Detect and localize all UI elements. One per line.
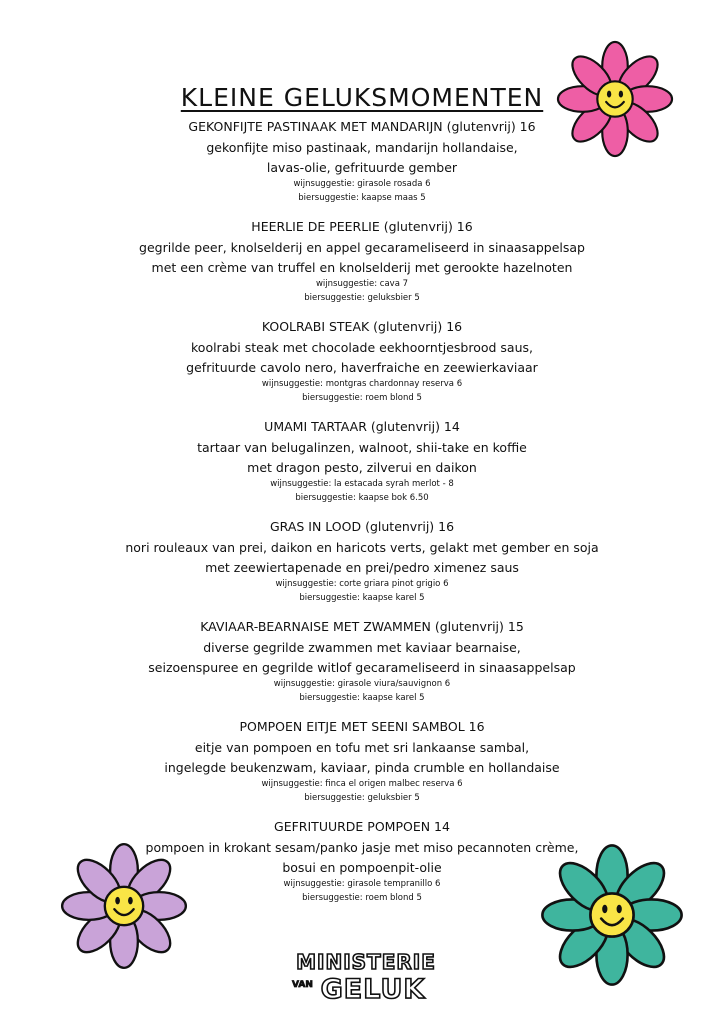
dish-description-line: nori rouleaux van prei, daikon en haricots verts, gelakt met gember en soja [125, 540, 599, 555]
beer-suggestion: biersuggestie: geluksbier 5 [304, 293, 420, 303]
dish-description-line: lavas-olie, gefrituurde gember [266, 159, 458, 175]
logo-word-top: MINISTERIE [296, 950, 436, 974]
beer-suggestion: biersuggestie: kaapse maas 5 [298, 193, 426, 203]
menu-item [0, 418, 724, 505]
menu-title: KLEINE GELUKSMOMENTEN [180, 82, 544, 112]
menu-item [0, 818, 724, 905]
menu-item [0, 718, 724, 805]
wine-suggestion: wijnsuggestie: cava 7 [315, 279, 409, 289]
dish-name: HEERLIE DE PEERLIE (glutenvrij) 16 [251, 219, 473, 234]
wine-suggestion: wijnsuggestie: la estacada syrah merlot - 8 [270, 479, 454, 489]
dish-name: KAVIAAR-BEARNAISE MET ZWAMMEN (glutenvrij) 15 [200, 619, 524, 634]
menu-list [0, 118, 724, 918]
wine-suggestion: wijnsuggestie: girasole rosada 6 [293, 179, 431, 189]
dish-description-line: bosui en pompoenpit-olie [282, 859, 442, 875]
dish-name: UMAMI TARTAAR (glutenvrij) 14 [264, 419, 460, 434]
beer-suggestion: biersuggestie: kaapse karel 5 [299, 593, 425, 603]
dish-description-line: gegrilde peer, knolselderij en appel gecarameliseerd in sinaasappelsap [139, 240, 585, 255]
dish-description-line: met dragon pesto, zilverui en daikon [247, 459, 477, 475]
beer-suggestion: biersuggestie: kaapse bok 6.50 [295, 493, 429, 503]
dish-description-line: seizoenspuree en gegrilde witlof gecarameliseerd in sinaasappelsap [148, 659, 576, 675]
logo-word-bottom: GELUK [320, 974, 426, 1005]
dish-description-line: ingelegde beukenzwam, kaviaar, pinda crumble en hollandaise [164, 759, 560, 775]
wine-suggestion: wijnsuggestie: finca el origen malbec reserva 6 [261, 779, 463, 789]
dish-name: GEFRITUURDE POMPOEN 14 [274, 819, 450, 834]
wine-suggestion: wijnsuggestie: corte griara pinot grigio 6 [275, 579, 449, 589]
dish-description-line: met zeewiertapenade en prei/pedro ximenez saus [205, 559, 519, 575]
menu-item [0, 518, 724, 605]
menu-item [0, 118, 724, 205]
dish-description-line: koolrabi steak met chocolade eekhoorntjesbrood saus, [191, 340, 533, 355]
ministerie-van-geluk-logo [282, 950, 442, 1010]
dish-description-line: tartaar van belugalinzen, walnoot, shii-take en koffie [197, 440, 527, 455]
dish-description-line: eitje van pompoen en tofu met sri lankaanse sambal, [194, 740, 530, 755]
dish-name: KOOLRABI STEAK (glutenvrij) 16 [261, 319, 463, 334]
menu-item [0, 318, 724, 405]
dish-description-line: gekonfijte miso pastinaak, mandarijn hollandaise, [206, 140, 518, 155]
dish-description-line: met een crème van truffel en knolselderij met gerookte hazelnoten [151, 259, 573, 275]
dish-name: POMPOEN EITJE MET SEENI SAMBOL 16 [239, 719, 485, 734]
dish-name: GRAS IN LOOD (glutenvrij) 16 [269, 519, 455, 534]
dish-description-line: diverse gegrilde zwammen met kaviaar bearnaise, [203, 640, 521, 655]
menu-item [0, 618, 724, 705]
beer-suggestion: biersuggestie: geluksbier 5 [304, 793, 420, 803]
dish-name: GEKONFIJTE PASTINAAK MET MANDARIJN (glutenvrij) 16 [188, 119, 536, 134]
wine-suggestion: wijnsuggestie: girasole viura/sauvignon 6 [273, 679, 451, 689]
logo-word-small: VAN [292, 980, 313, 990]
wine-suggestion: wijnsuggestie: montgras chardonnay reserva 6 [261, 379, 463, 389]
beer-suggestion: biersuggestie: roem blond 5 [302, 893, 422, 903]
beer-suggestion: biersuggestie: kaapse karel 5 [299, 693, 425, 703]
menu-item [0, 218, 724, 305]
dish-description-line: pompoen in krokant sesam/panko jasje met miso pecannoten crème, [145, 840, 579, 855]
beer-suggestion: biersuggestie: roem blond 5 [302, 393, 422, 403]
dish-description-line: gefrituurde cavolo nero, haverfraiche en zeewierkaviaar [186, 359, 538, 375]
wine-suggestion: wijnsuggestie: girasole tempranillo 6 [283, 879, 441, 889]
